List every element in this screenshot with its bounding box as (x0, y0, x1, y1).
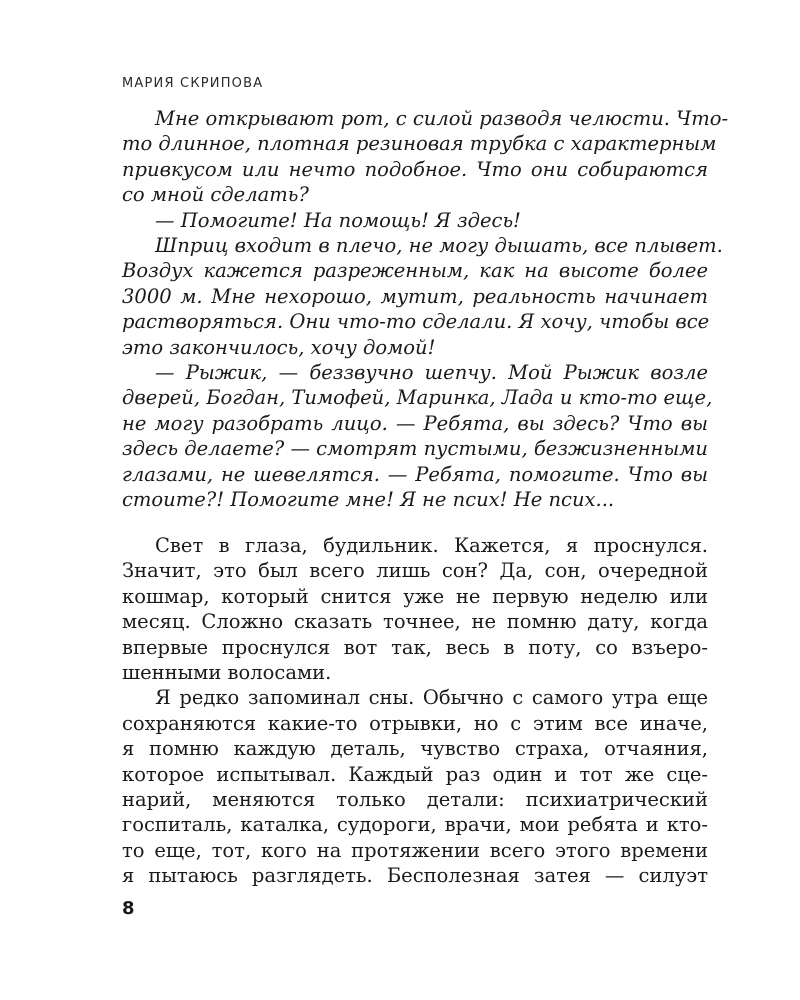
text-line: месяц. Сложно сказать точнее, не помню дату, когда (122, 610, 708, 634)
text-line: я пытаюсь разглядеть. Бесполезная затея — силуэт (122, 864, 708, 888)
text-line: Свет в глаза, будильник. Кажется, я проснулся. (155, 534, 708, 557)
text-line: которое испытывал. Каждый раз один и тот же сце- (122, 762, 708, 786)
text-line: я помню каждую деталь, чувство страха, отчаяния, (122, 737, 708, 761)
text-line: то длинное, плотная резиновая трубка с характерным (122, 132, 717, 156)
paragraph (122, 106, 729, 208)
text-line: 3000 м. Мне нехорошо, мутит, реальность начинает (122, 284, 708, 308)
text-line: Мне открывают рот, с силой разводя челюсти. Что- (155, 107, 729, 130)
dream-sequence (122, 106, 729, 513)
running-head-author: МАРИЯ СКРИПОВА (122, 76, 264, 91)
paragraph (122, 533, 708, 685)
paragraph (122, 360, 713, 512)
text-line: — Рыжик, — беззвучно шепчу. Мой Рыжик возле (155, 361, 708, 385)
text-line: стоите?! Помогите мне! Я не псих! Не псих... (122, 488, 615, 512)
main-text (122, 533, 708, 889)
text-line: не могу разобрать лицо. — Ребята, вы здесь? Что вы (122, 411, 708, 435)
text-line: привкусом или нечто подобное. Что они собираются (122, 157, 708, 181)
text-line: кошмар, который снится уже не первую неделю или (122, 584, 708, 608)
text-line: — Помогите! На помощь! Я здесь! (155, 208, 521, 232)
text-line: Шприц входит в плечо, не могу дышать, все плывет. (155, 234, 723, 258)
page-number: 8 (122, 898, 135, 919)
text-line: растворяться. Они что-то сделали. Я хочу, чтобы все (122, 310, 710, 334)
text-line: здесь делаете? — смотрят пустыми, безжизненными (122, 437, 708, 461)
text-line: впервые проснулся вот так, весь в поту, со взъеро- (122, 635, 708, 659)
text-line: то еще, тот, кого на протяжении всего этого времени (122, 838, 708, 862)
text-line: шенными волосами. (122, 661, 332, 685)
paragraph (122, 685, 708, 888)
text-line: со мной сделать? (122, 183, 309, 207)
text-line: это закончилось, хочу домой! (122, 335, 436, 359)
text-line: Воздух кажется разреженным, как на высоте более (122, 259, 708, 283)
text-line: Значит, это был всего лишь сон? Да, сон, очередной (122, 559, 708, 583)
paragraph (122, 208, 708, 233)
text-line: нарий, меняются только детали: психиатрический (122, 788, 708, 812)
text-line: глазами, не шевелятся. — Ребята, помогите. Что вы (122, 462, 708, 486)
text-line: дверей, Богдан, Тимофей, Маринка, Лада и кто-то еще, (122, 386, 713, 410)
text-line: сохраняются какие-то отрывки, но с этим все иначе, (122, 711, 708, 735)
paragraph (122, 233, 723, 360)
text-line: Я редко запоминал сны. Обычно с самого утра еще (155, 686, 708, 710)
text-line: госпиталь, каталка, судороги, врачи, мои ребята и кто- (122, 813, 708, 837)
